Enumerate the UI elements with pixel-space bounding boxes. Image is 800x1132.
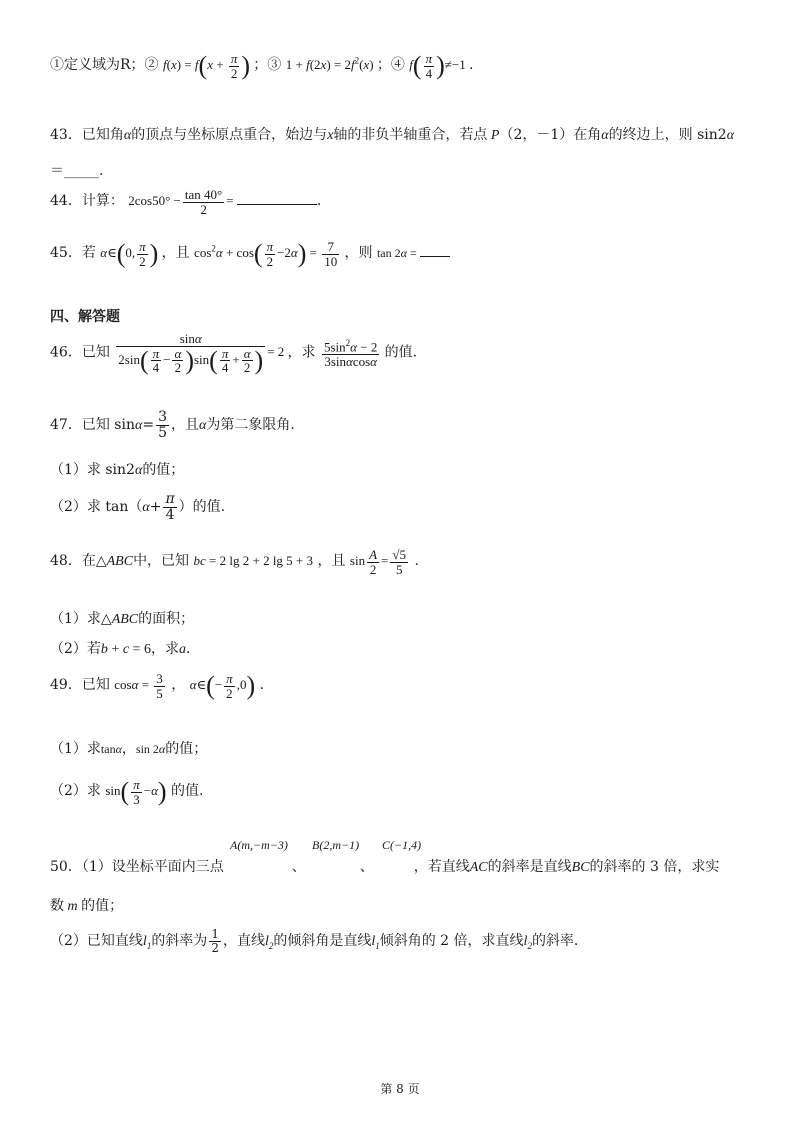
q47-part-1: （1）求 sin2α的值； <box>50 462 185 478</box>
q46-text-b: ，求 <box>287 344 316 361</box>
q47-text-b: ，且 <box>170 417 199 434</box>
q44-blank <box>237 204 317 205</box>
q47-sub2-a: （2）求 tan（ <box>50 499 143 516</box>
formula-double: $1 + f(2x) = 2f^2(x)$ <box>285 55 374 73</box>
question-46 <box>50 332 417 375</box>
q46-text-a: 已知 <box>81 344 110 361</box>
q48-end: . <box>414 553 419 570</box>
q48-text-c: ，且 <box>317 553 346 570</box>
q50-line2-b: 的值； <box>81 898 124 914</box>
q50-dun-1: 、 <box>291 859 306 875</box>
q50-text-c: 的斜率是直线 <box>487 859 572 875</box>
q49-expression: sin( $\frac{\pi}{3}$ −α) <box>105 777 167 807</box>
q49-given: cosα = $\frac{3}{5}$ <box>114 671 163 701</box>
question-number: 44． <box>50 193 82 210</box>
question-number: 46． <box>50 344 82 361</box>
q45-text-b: ，且 <box>161 245 190 262</box>
q43-text-c: 轴的非负半轴重合，若点 <box>333 127 488 143</box>
statement-list-line <box>50 52 473 80</box>
q46-text-c: 的值. <box>384 344 418 361</box>
q50-part-2: （2）已知直线$l_1$的斜率为 $\frac{1}{2}$ ，直线$l_2$的倾斜角是直线$l_1$倾斜角的 2 倍，求直线$l_2$的斜率. <box>50 927 579 955</box>
q49-part-1: （1）求tanα，sin 2α的值； <box>50 741 208 757</box>
q48-sub1-a: （1）求 <box>50 611 101 627</box>
page-number: 第 8 页 <box>380 1082 420 1096</box>
q50-line2-a: 数 <box>50 898 64 914</box>
question-43: 43．已知角α的顶点与坐标原点重合，始边与x轴的非负半轴重合，若点 P（2，－1）在角α的终边上，则 sin2α <box>50 127 735 143</box>
q47-part-2: （2）求 tan（α+ $\frac{\pi}{4}$ ）的值. <box>50 491 226 523</box>
question-45 <box>50 240 450 268</box>
q50-sub2-a: （2）已知直线 <box>50 933 143 950</box>
section-title: 四、解答题 <box>50 309 120 325</box>
q43-answer-line: ＝_____. <box>50 163 104 179</box>
q48-given: bc = 2 lg 2 + 2 lg 5 + 3 <box>193 553 314 569</box>
q43-text-b: 的顶点与坐标原点重合，始边与 <box>131 127 328 143</box>
point-a: A(m,−m−3) <box>230 838 288 852</box>
q45-blank <box>420 256 450 257</box>
question-number: 47． <box>50 417 82 434</box>
q50-line-2: 数 m 的值； <box>50 898 124 914</box>
q43-point: （2，－1）在角 <box>499 127 602 143</box>
q50-text-b: ，若直线 <box>413 859 470 875</box>
q47-text-a: 已知 sin <box>81 417 135 434</box>
point-b: B(2,m−1) <box>312 838 360 852</box>
q44-formula: 2cos50° − $\frac{\tan 40^\circ}{2}$ = <box>128 187 237 217</box>
q45-text-c: ，则 <box>344 245 373 262</box>
question-number: 50． <box>50 859 82 875</box>
question-number: 45． <box>50 245 82 262</box>
question-47: 47．已知 sinα= $\frac{3}{5}$ ，且α为第二象限角. <box>50 409 295 441</box>
q49-text-a: 已知 <box>81 677 110 694</box>
question-number: 43． <box>50 127 82 143</box>
statement-prefix: ①定义域为R；② <box>50 57 159 74</box>
q48-sub2-end: . <box>185 641 191 657</box>
question-44 <box>50 188 321 216</box>
q50-sub2-b: 的斜率为 <box>151 933 208 950</box>
q44-text: 计算： <box>81 193 124 210</box>
q50-sub2-d: 的倾斜角是直线 <box>273 933 372 950</box>
q49-text-b: ， <box>171 677 186 694</box>
q43-text-a: 已知角 <box>81 127 124 143</box>
q50-dun-2: 、 <box>359 859 374 875</box>
q49-sub1-a: （1）求 <box>50 741 101 757</box>
q49-sub1-c: 的值； <box>165 741 208 757</box>
q49-sub1-b: ， <box>121 741 136 757</box>
q47-text-c: 为第二象限角. <box>206 417 295 434</box>
q46-expression: $\frac{5\sin^2\alpha - 2}{3\sin\alpha\cos\alpha}$ <box>323 337 378 369</box>
q45-equation: $\cos^2\alpha + \cos$( $\frac{\pi}{2}$ −2α) = $\frac{7}{10}$ <box>194 239 338 269</box>
q48-part-2: （2）若b + c = 6，求a. <box>50 641 191 657</box>
question-50: 50．（1）设坐标平面内三点 、 、 ，若直线AC的斜率是直线BC的斜率的 3 倍，求实 <box>50 859 720 875</box>
q50-text-d: 的斜率的 3 倍，求实 <box>589 859 720 875</box>
q49-sub2-a: （2）求 <box>50 783 101 800</box>
q47-sub1-end: 的值； <box>142 462 185 478</box>
statement-end: . <box>469 57 474 74</box>
q50-text-a: （1）设坐标平面内三点 <box>81 859 224 875</box>
formula-periodic: f(x) = f(x + $\frac{\pi}{2}$ ) <box>163 51 251 81</box>
question-number: 48． <box>50 553 82 570</box>
q47-sub1: （1）求 sin2 <box>50 462 135 478</box>
question-number: 49． <box>50 677 82 694</box>
q48-text-b: 中，已知 <box>133 553 190 570</box>
question-48: 48．在△ABC中，已知 bc = 2 lg 2 + 2 lg 5 + 3 ，且 sin $\frac{A}{2}$ = $\frac{√5}{5}$ . <box>50 547 419 577</box>
formula-quarter: f( $\frac{\pi}{4}$ )≠−1 <box>409 51 466 81</box>
q48-part-1: （1）求△ABC的面积； <box>50 611 195 627</box>
q50-sub2-f: 的斜率. <box>531 933 579 950</box>
question-49 <box>50 672 264 700</box>
point-c: C(−1,4) <box>382 838 422 852</box>
q48-sub2-b: ，求 <box>150 641 179 657</box>
statement-sep-3: ；④ <box>376 57 405 74</box>
q50-sub2-e: 倾斜角的 2 倍，求直线 <box>379 933 524 950</box>
q44-end: . <box>316 193 322 210</box>
q49-end: . <box>259 677 265 694</box>
q49-part-2 <box>50 778 203 806</box>
q47-sub2-b: ）的值. <box>178 499 226 516</box>
q45-domain: α∈(0, $\frac{\pi}{2}$ ) <box>100 239 159 269</box>
q48-sub1-b: 的面积； <box>138 611 195 627</box>
q48-sin: sin $\frac{A}{2}$ = $\frac{√5}{5}$ <box>349 547 407 577</box>
statement-sep-2: ；③ <box>253 57 282 74</box>
q48-text-a: 在△ <box>81 553 107 570</box>
q49-sub2-b: 的值. <box>171 783 204 800</box>
q48-sub2-a: （2）若 <box>50 641 101 657</box>
q43-text-d: 的终边上，则 sin2 <box>608 127 727 143</box>
q45-target: tan 2α = <box>376 246 420 261</box>
q49-domain: α∈(− $\frac{\pi}{2}$ ,0) <box>189 671 256 701</box>
q50-sub2-c: ，直线 <box>222 933 265 950</box>
q45-text-a: 若 <box>81 245 96 262</box>
q46-given: sinα 2sin( $\frac{\pi}{4}$ − $\frac{\alpha}{2}$ )sin( $\frac{\pi}{4}$ + $\frac{\alpha}{2}$ ) = 2 <box>118 331 285 376</box>
